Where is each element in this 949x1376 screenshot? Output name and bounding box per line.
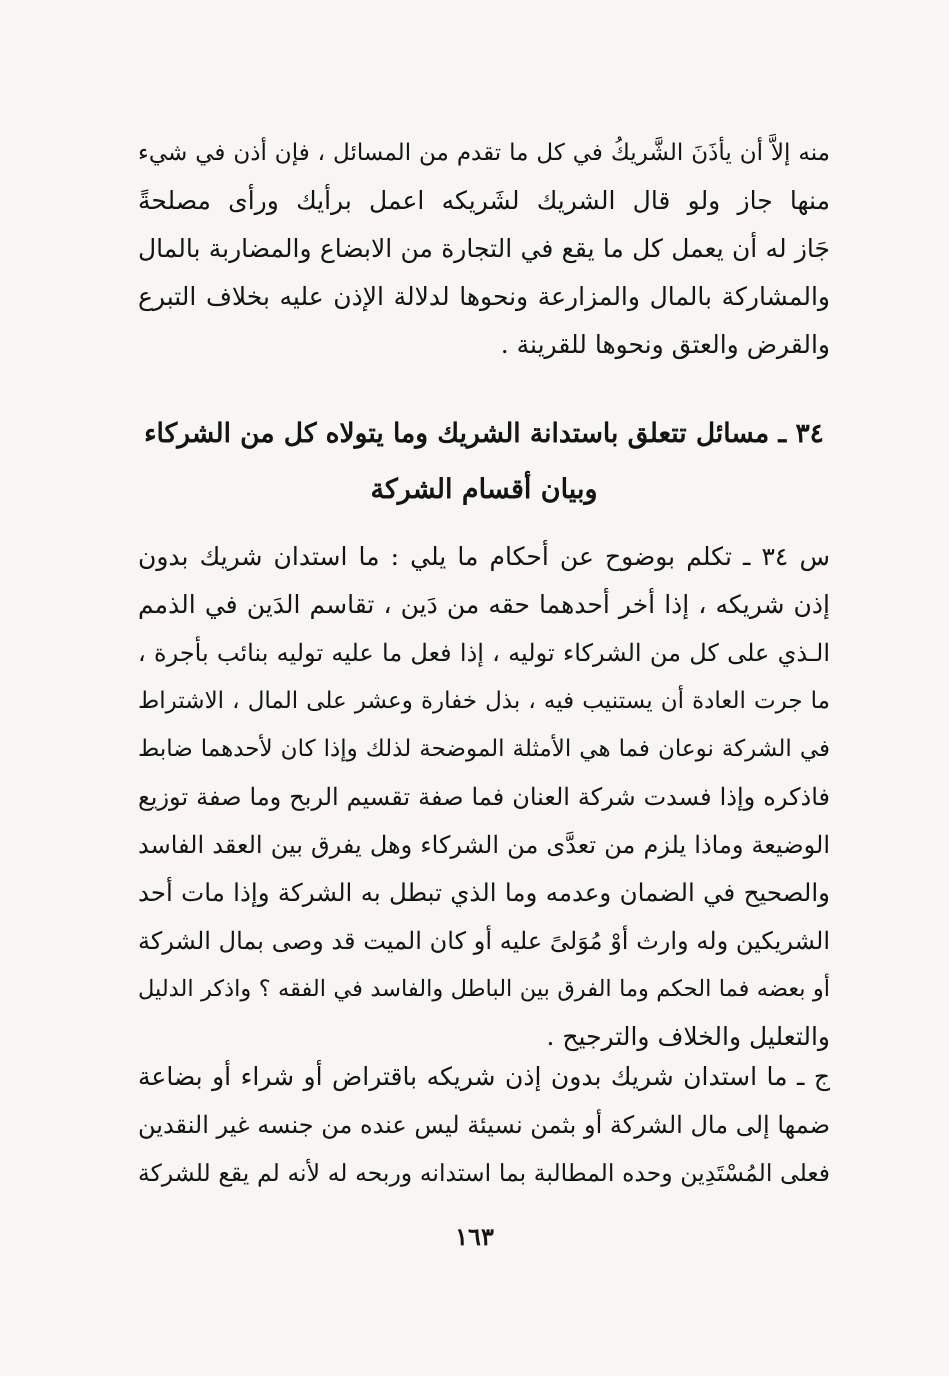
text-line: س ٣٤ ـ تكلم بوضوح عن أحكام ما يلي : ما استدان شريك بدون (138, 542, 830, 571)
question-paragraph (138, 533, 830, 1061)
answer-paragraph (138, 1053, 830, 1197)
text-line: والتعليل والخلاف والترجيح . (546, 1022, 830, 1051)
heading-line: ٣٤ ـ مسائل تتعلق باستدانة الشريك وما يتولاه كل من الشركاء (144, 418, 824, 449)
text-line: منه إلاَّ أن يأذَنَ الشَّريكُ في كل ما تقدم من المسائل ، فإن أذن في شيء (138, 140, 830, 166)
text-line: في الشركة نوعان فما هي الأمثلة الموضحة لذلك وإذا كان لأحدهما ضابط (138, 736, 830, 762)
text-line: والمشاركة بالمال والمزارعة ونحوها لدلالة الإذن عليه بخلاف التبرع (138, 282, 830, 311)
paragraph-continued (138, 129, 830, 369)
page-number: ١٦٣ (455, 1222, 494, 1251)
text-line: جَاز له أن يعمل كل ما يقع في التجارة من الابضاع والمضاربة بالمال (138, 234, 830, 263)
text-line: ج ـ ما استدان شريك بدون إذن شريكه باقتراض أو شراء أو بضاعة (138, 1062, 830, 1091)
text-line: الشريكين وله وارث أوْ مُوَلىً عليه أو كان الميت قد وصى بمال الشركة (138, 927, 830, 955)
text-line: الـذي على كل من الشركاء توليه ، إذا فعل ما عليه توليه بنائب بأجرة ، (138, 639, 830, 667)
text-line: ضمها إلى مال الشركة أو بثمن نسيئة ليس عنده من جنسه غير النقدين (138, 1111, 830, 1139)
text-line: والصحيح في الضمان وعدمه وما الذي تبطل به الشركة وإذا مات أحد (138, 878, 830, 907)
text-line: إذن شريكه ، إذا أخر أحدهما حقه من دَين ، تقاسم الدَين في الذمم (138, 590, 830, 619)
section-heading (138, 406, 830, 518)
text-line: أو بعضه فما الحكم وما الفرق بين الباطل والفاسد في الفقه ؟ واذكر الدليل (138, 976, 830, 1002)
text-line: فاذكره وإذا فسدت شركة العنان فما صفة تقسيم الربح وما صفة توزيع (138, 783, 830, 811)
text-line: منها جاز ولو قال الشريك لشَريكه اعمل برأيك ورأى مصلحةً (138, 186, 830, 215)
text-line: ما جرت العادة أن يستنيب فيه ، بذل خفارة وعشر على المال ، الاشتراط (138, 688, 830, 714)
heading-line: وبيان أقسام الشركة (370, 474, 598, 505)
text-line: والقرض والعتق ونحوها للقرينة . (500, 330, 830, 359)
text-line: فعلى المُسْتَدِين وحده المطالبة بما استدانه وربحه له لأنه لم يقع للشركة (138, 1159, 830, 1187)
text-line: الوضيعة وماذا يلزم من تعدَّى من الشركاء وهل يفرق بين العقد الفاسد (138, 831, 830, 859)
